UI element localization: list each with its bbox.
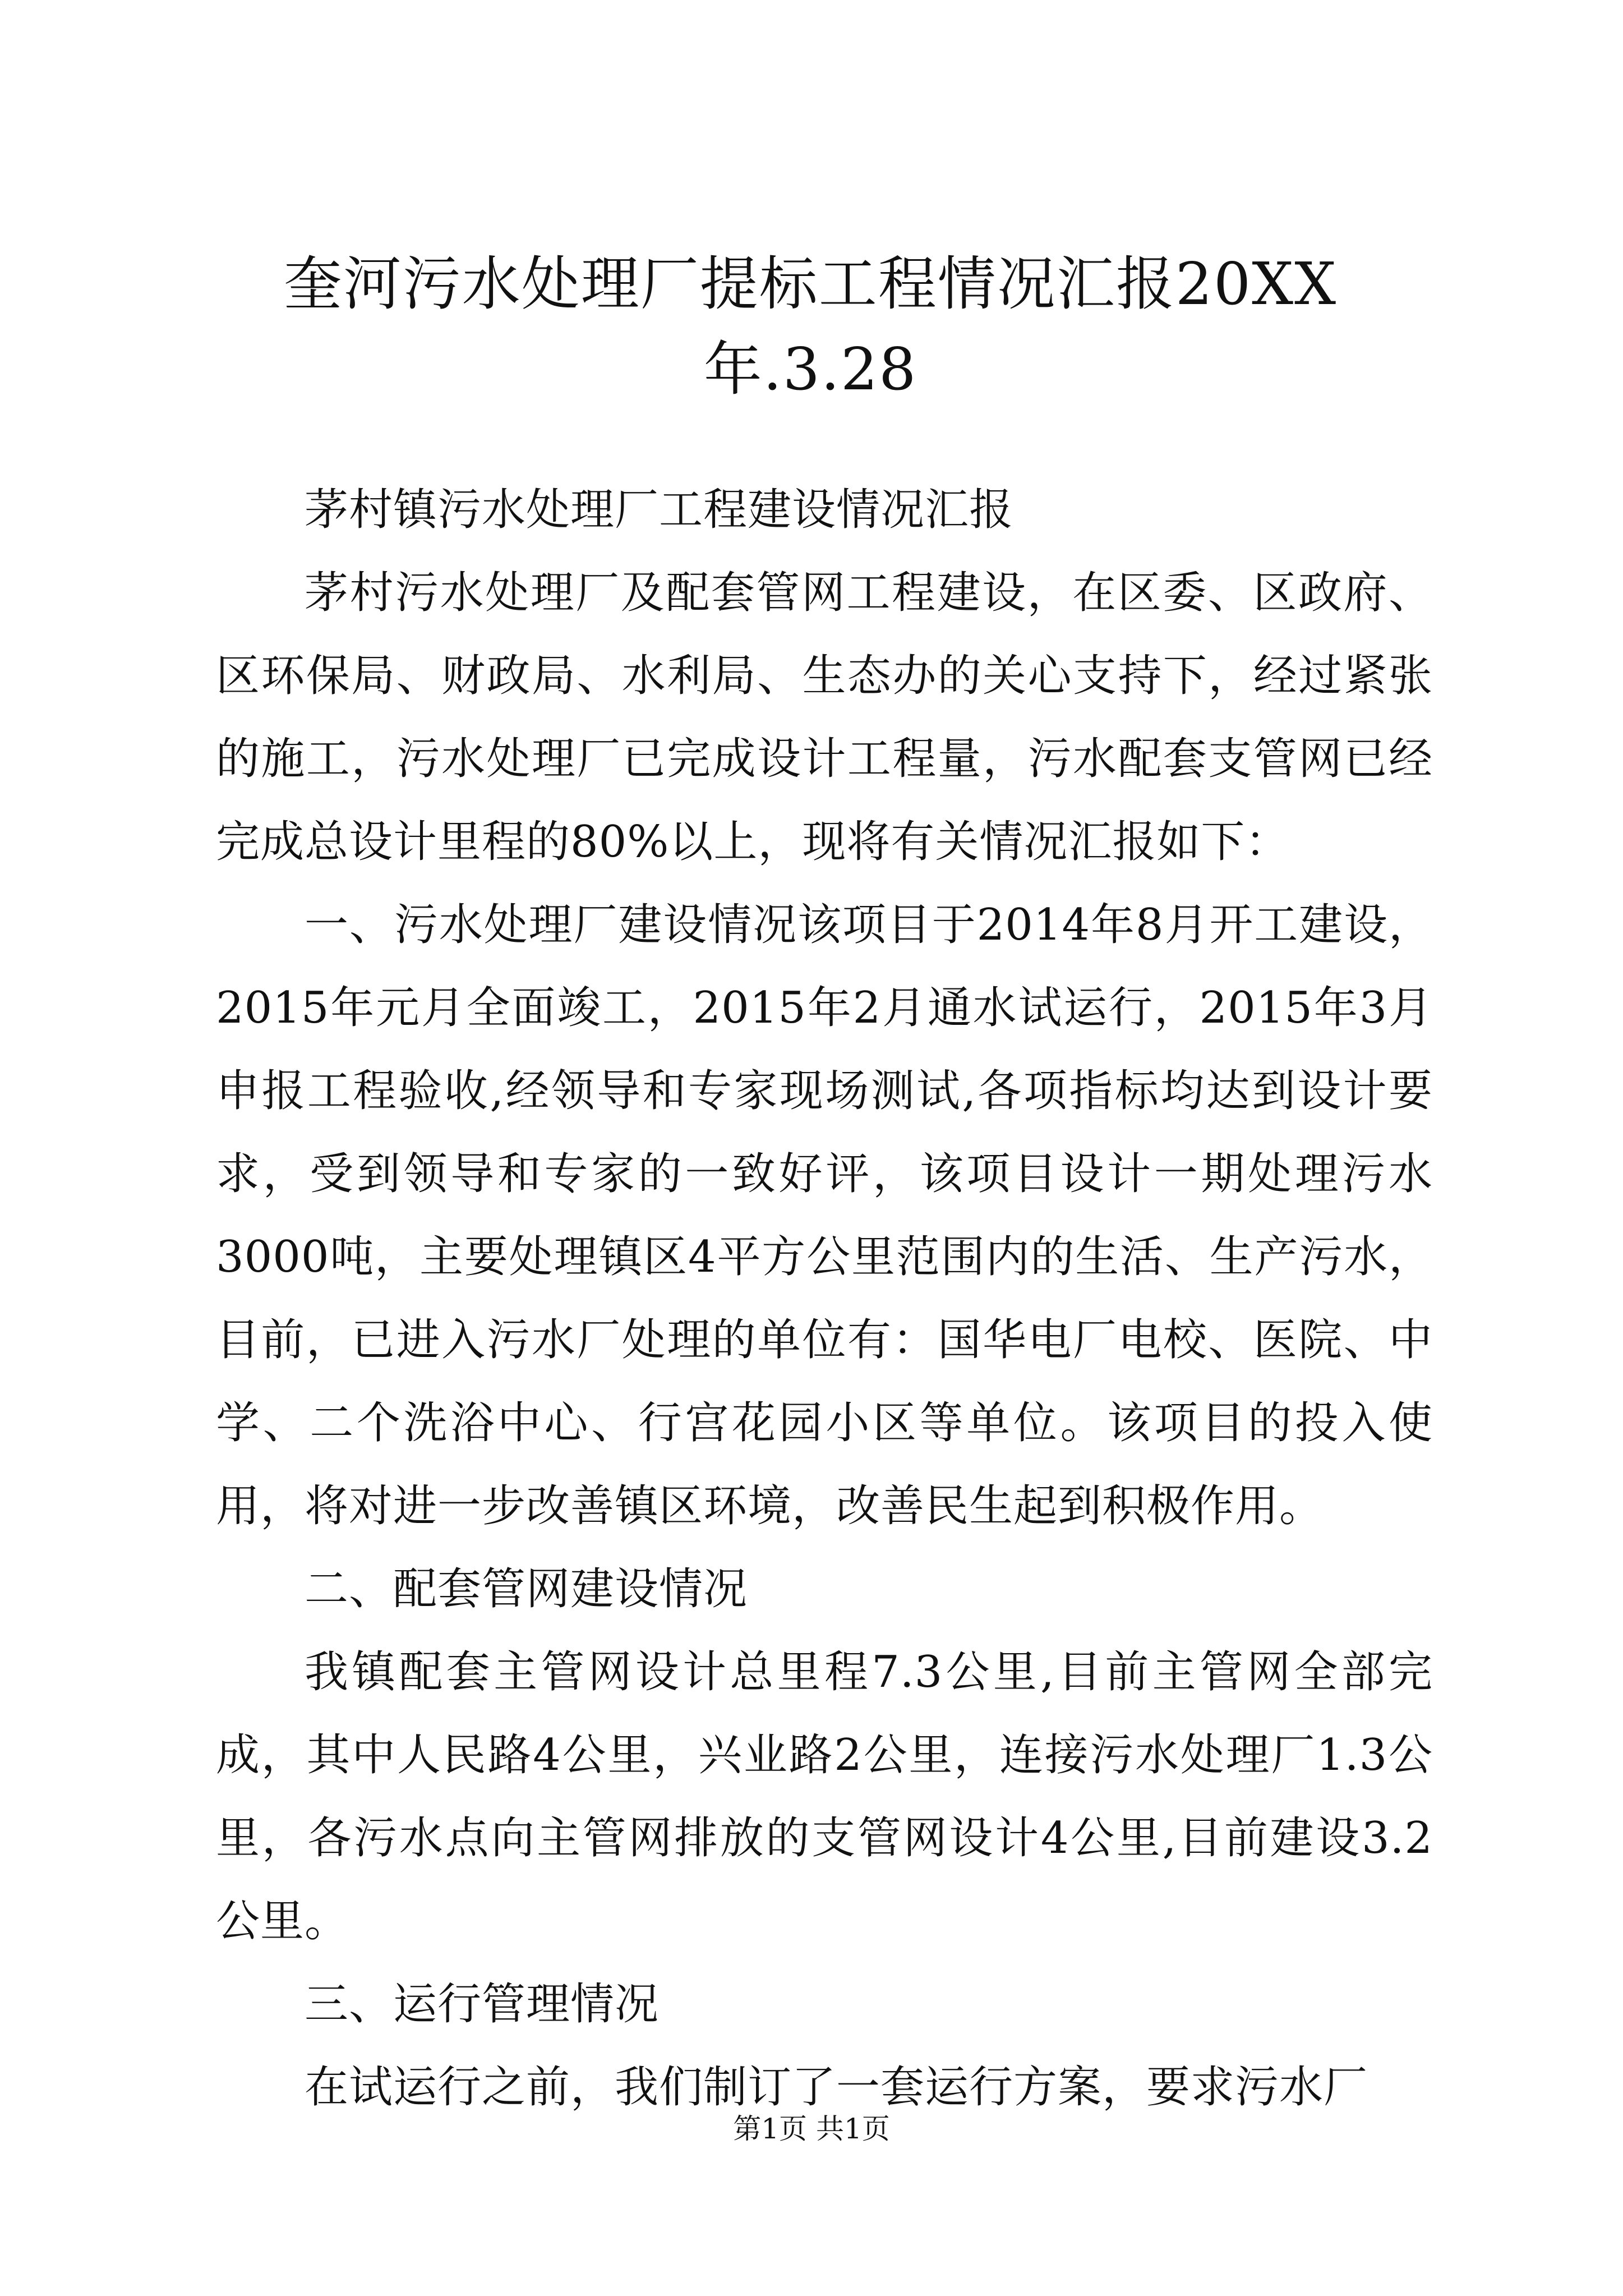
- page-footer: 第1页 共1页: [733, 2113, 890, 2145]
- document-title: [219, 241, 1402, 412]
- title-line-2: 年.3.28: [703, 335, 917, 403]
- paragraph-section-3: 在试运行之前，我们制订了一套运行方案，要求污水厂: [305, 2062, 1368, 2113]
- heading-section-2: 二、配套管网建设情况: [305, 1564, 748, 1614]
- paragraph-subtitle: 茅村镇污水处理厂工程建设情况汇报: [305, 485, 1014, 535]
- title-line-1: 奎河污水处理厂提标工程情况汇报20XX: [283, 250, 1338, 318]
- paragraph-section-1: 一、污水处理厂建设情况该项目于2014年8月开工建设，2015年元月全面竣工，2015年2月通水试运行，2015年3月申报工程验收,经领导和专家现场测试,各项指标均达到设计要求，受到领导和专家的一致好评，该项目设计一期处理污水3000吨，主要处理镇区4平方公里范围内的生活、生产污水，目前，已进入污水厂处理的单位有：国华电厂电校、医院、中学、二个洗浴中心、行宫花园小区等单位。该项目的投入使用，将对进一步改善镇区环境，改善民生起到积极作用。: [216, 900, 1433, 1531]
- paragraph-section-2: 我镇配套主管网设计总里程7.3公里,目前主管网全部完成，其中人民路4公里，兴业路2公里，连接污水处理厂1.3公里，各污水点向主管网排放的支管网设计4公里,目前建设3.2公里。: [216, 1647, 1433, 1947]
- paragraph-intro: 茅村污水处理厂及配套管网工程建设，在区委、区政府、区环保局、财政局、水利局、生态办的关心支持下，经过紧张的施工，污水处理厂已完成设计工程量，污水配套支管网已经完成总设计里程的80%以上，现将有关情况汇报如下：: [216, 568, 1433, 867]
- heading-section-3: 三、运行管理情况: [305, 1979, 660, 2030]
- document-body: [216, 468, 1433, 2129]
